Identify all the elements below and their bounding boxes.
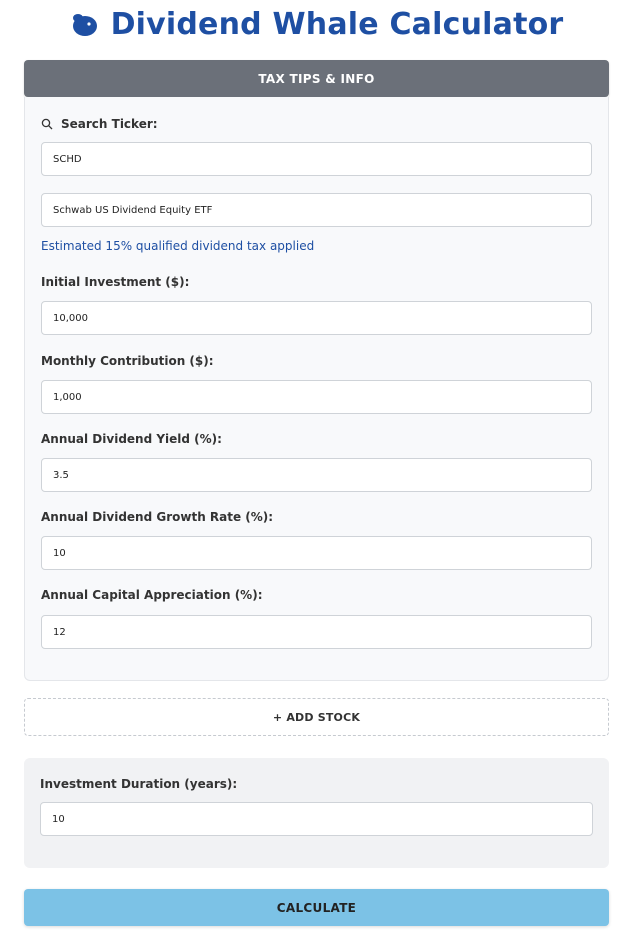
- page-title: [0, 2, 632, 46]
- page-title-text: Dividend Whale Calculator: [110, 6, 564, 42]
- fund-name-field[interactable]: Schwab US Dividend Equity ETF: [41, 193, 592, 227]
- duration-label: Investment Duration (years):: [40, 777, 238, 791]
- tax-note: Estimated 15% qualified dividend tax applied: [41, 239, 315, 253]
- capital-appreciation-input[interactable]: 12: [41, 615, 592, 649]
- duration-card: [24, 758, 609, 868]
- dividend-yield-label: Annual Dividend Yield (%):: [41, 432, 222, 446]
- initial-investment-input[interactable]: 10,000: [41, 301, 592, 335]
- search-ticker-label-text: Search Ticker:: [61, 117, 158, 131]
- whale-icon: [69, 11, 101, 37]
- duration-input[interactable]: 10: [40, 802, 593, 836]
- stock-card: [24, 97, 609, 681]
- add-stock-button[interactable]: + ADD STOCK: [24, 698, 609, 736]
- initial-investment-label: Initial Investment ($):: [41, 275, 190, 289]
- tax-tips-button[interactable]: TAX TIPS & INFO: [24, 60, 609, 97]
- monthly-contribution-input[interactable]: 1,000: [41, 380, 592, 414]
- ticker-input[interactable]: SCHD: [41, 142, 592, 176]
- dividend-growth-label: Annual Dividend Growth Rate (%):: [41, 510, 274, 524]
- capital-appreciation-label: Annual Capital Appreciation (%):: [41, 588, 263, 602]
- dividend-growth-input[interactable]: 10: [41, 536, 592, 570]
- calculate-button[interactable]: CALCULATE: [24, 889, 609, 926]
- dividend-yield-input[interactable]: 3.5: [41, 458, 592, 492]
- search-ticker-label: [41, 117, 158, 131]
- monthly-contribution-label: Monthly Contribution ($):: [41, 354, 214, 368]
- search-icon: [41, 118, 53, 130]
